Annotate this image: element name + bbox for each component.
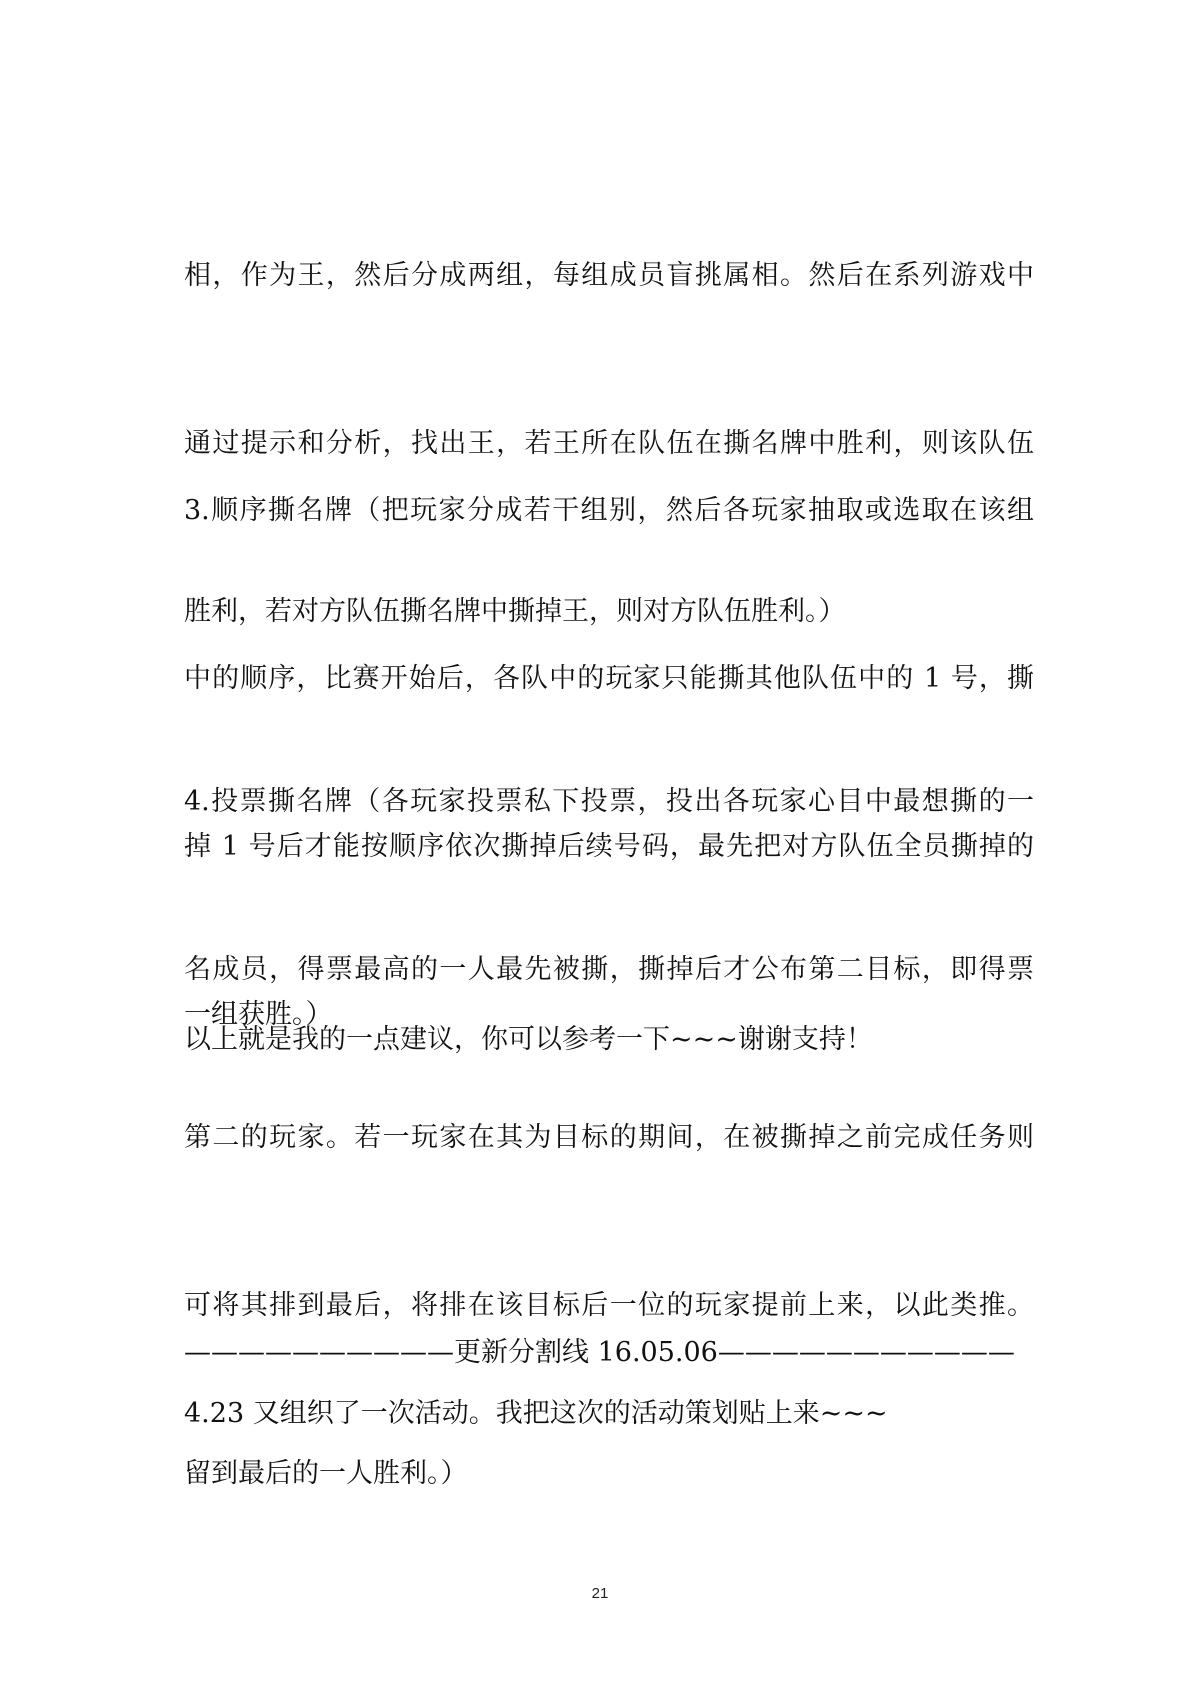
text-line: 第二的玩家。若一玩家在其为目标的期间，在被撕掉之前完成任务则 — [184, 1122, 1034, 1153]
text-line: 胜利，若对方队伍撕名牌中撕掉王，则对方队伍胜利。） — [184, 596, 846, 627]
update-divider: ——————————更新分割线 16.05.06——————————— — [184, 1337, 1015, 1368]
update-note: 4.23 又组织了一次活动。我把这次的活动策划贴上来~~~ — [184, 1398, 888, 1429]
text-line: 掉 1 号后才能按顺序依次撕掉后续号码，最先把对方队伍全员撕掉的 — [184, 831, 1034, 862]
page-number: 21 — [591, 1585, 609, 1602]
text-line: 留到最后的一人胜利。） — [184, 1458, 468, 1489]
text-line: 相，作为王，然后分成两组，每组成员盲挑属相。然后在系列游戏中 — [184, 260, 1034, 291]
text-line: 4.投票撕名牌（各玩家投票私下投票，投出各玩家心目中最想撕的一 — [184, 786, 1034, 817]
text-line: 可将其排到最后，将排在该目标后一位的玩家提前上来，以此类推。 — [184, 1290, 1034, 1321]
text-line: 一组获胜。） — [184, 999, 333, 1030]
text-line: 3.顺序撕名牌（把玩家分成若干组别，然后各玩家抽取或选取在该组 — [184, 495, 1034, 526]
text-line: 名成员，得票最高的一人最先被撕，撕掉后才公布第二目标，即得票 — [184, 954, 1034, 985]
closing-remark: 以上就是我的一点建议，你可以参考一下~~~谢谢支持！ — [184, 1024, 873, 1055]
text-line: 中的顺序，比赛开始后，各队中的玩家只能撕其他队伍中的 1 号，撕 — [184, 663, 1034, 694]
paragraph-vote-nametag — [184, 662, 1034, 1614]
text-line: 通过提示和分析，找出王，若王所在队伍在撕名牌中胜利，则该队伍 — [184, 428, 1034, 459]
